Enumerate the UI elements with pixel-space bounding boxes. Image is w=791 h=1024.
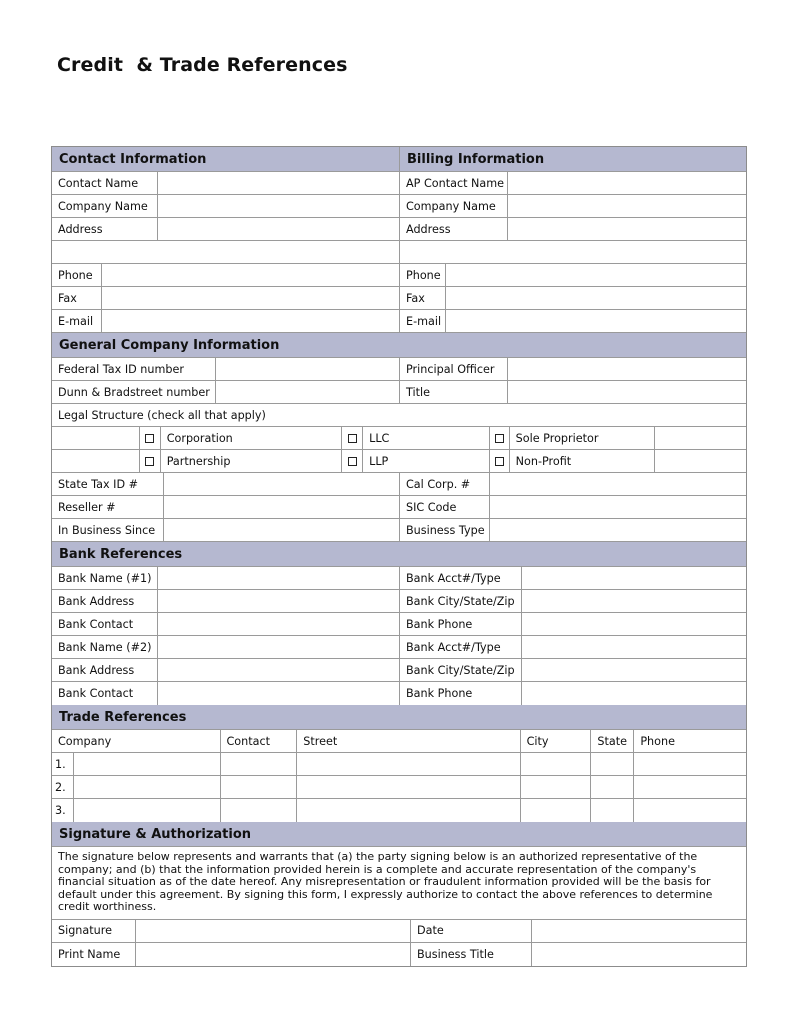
llc-checkbox[interactable]: [342, 427, 363, 449]
sic-code-input[interactable]: [490, 496, 746, 518]
bank-row: [52, 590, 746, 613]
trade-state-field[interactable]: [591, 753, 634, 775]
trade-references-header: Trade References: [59, 709, 187, 725]
bank-left-field[interactable]: [158, 567, 400, 589]
federal-tax-id-label: Federal Tax ID number: [52, 358, 216, 380]
trade-company-field[interactable]: [74, 799, 221, 822]
signature-authorization-header: Signature & Authorization: [59, 826, 252, 842]
bank-right-input[interactable]: [522, 590, 746, 612]
address-field[interactable]: [158, 218, 400, 240]
legal-spacer: [52, 450, 140, 472]
billing-email-input[interactable]: [446, 310, 746, 332]
bank-left-input[interactable]: [158, 659, 399, 681]
business-title-label: Business Title: [411, 943, 532, 966]
trade-phone-input[interactable]: [634, 776, 746, 798]
bank-left-label: Bank Contact: [52, 682, 158, 705]
bank-right-label: Bank Phone: [400, 682, 522, 705]
general-info-header: General Company Information: [59, 337, 280, 353]
billing-fax-label: Fax: [400, 287, 446, 309]
trade-company-input[interactable]: [74, 753, 220, 775]
trade-contact-field[interactable]: [221, 799, 298, 822]
legal-spacer: [655, 427, 746, 449]
business-title-field[interactable]: [532, 943, 746, 966]
bank-right-field[interactable]: [522, 590, 746, 612]
legal-structure-row: [52, 427, 746, 450]
bank-left-label: Bank Name (#1): [52, 567, 158, 589]
trade-state-input[interactable]: [591, 776, 633, 798]
sic-code-field[interactable]: [490, 496, 746, 518]
print-name-field[interactable]: [136, 943, 411, 966]
trade-contact-input[interactable]: [221, 799, 297, 822]
billing-phone-label: Phone: [400, 264, 446, 286]
trade-phone-field[interactable]: [634, 776, 746, 798]
trade-state-field[interactable]: [591, 799, 634, 822]
signature-field[interactable]: [136, 920, 411, 942]
billing-fax-input[interactable]: [446, 287, 746, 309]
bank-left-input[interactable]: [158, 590, 399, 612]
form-row: [52, 473, 746, 496]
bank-right-label: Bank Acct#/Type: [400, 636, 522, 658]
checkbox-icon[interactable]: [145, 457, 154, 466]
state-tax-id-field[interactable]: [164, 473, 400, 495]
business-title-input[interactable]: [532, 943, 746, 966]
section-header-trade: [52, 705, 746, 730]
dunn-bradstreet-label: Dunn & Bradstreet number: [52, 381, 216, 403]
trade-contact-field[interactable]: [221, 753, 298, 775]
bank-right-field[interactable]: [522, 613, 746, 635]
fax-field[interactable]: [102, 287, 400, 309]
trade-company-field[interactable]: [74, 753, 221, 775]
bank-left-input[interactable]: [158, 613, 399, 635]
authorization-text-row: [52, 847, 746, 920]
ap-contact-name-input[interactable]: [508, 172, 746, 194]
corporation-checkbox[interactable]: [140, 427, 161, 449]
phone-input[interactable]: [102, 264, 399, 286]
ap-contact-name-field[interactable]: [508, 172, 746, 194]
form-row: [52, 195, 746, 218]
bank-right-field[interactable]: [522, 659, 746, 681]
bank-left-field[interactable]: [158, 636, 400, 658]
checkbox-icon[interactable]: [348, 457, 357, 466]
contact-name-input[interactable]: [158, 172, 399, 194]
print-name-label: Print Name: [52, 943, 136, 966]
phone-field[interactable]: [102, 264, 400, 286]
trade-state-input[interactable]: [591, 753, 633, 775]
legal-structure-row: [52, 450, 746, 473]
billing-company-name-input[interactable]: [508, 195, 746, 217]
trade-phone-input[interactable]: [634, 799, 746, 822]
address-line2-input[interactable]: [52, 241, 399, 263]
bank-row: [52, 636, 746, 659]
trade-col-phone: Phone: [640, 734, 675, 748]
bank-right-label: Bank Acct#/Type: [400, 567, 522, 589]
form-row: [52, 172, 746, 195]
bank-right-input[interactable]: [522, 682, 746, 705]
address-label: Address: [52, 218, 158, 240]
checkbox-icon[interactable]: [495, 457, 504, 466]
trade-street-input[interactable]: [297, 753, 519, 775]
billing-fax-field[interactable]: [446, 287, 746, 309]
state-tax-id-input[interactable]: [164, 473, 399, 495]
sic-code-label: SIC Code: [400, 496, 490, 518]
bank-right-field[interactable]: [522, 636, 746, 658]
bank-left-input[interactable]: [158, 682, 399, 705]
trade-contact-field[interactable]: [221, 776, 298, 798]
bank-left-field[interactable]: [158, 659, 400, 681]
trade-row: [52, 799, 746, 822]
trade-col-street: Street: [297, 730, 520, 752]
date-input[interactable]: [532, 920, 746, 942]
in-business-since-input[interactable]: [164, 519, 399, 541]
in-business-since-field[interactable]: [164, 519, 400, 541]
trade-col-contact: Contact: [221, 730, 298, 752]
email-field[interactable]: [102, 310, 400, 332]
contact-name-field[interactable]: [158, 172, 400, 194]
billing-phone-field[interactable]: [446, 264, 746, 286]
non-profit-checkbox[interactable]: [490, 450, 510, 472]
form-row: [52, 218, 746, 241]
page-title: Credit & Trade References: [57, 54, 348, 76]
legal-spacer: [52, 427, 140, 449]
sole-proprietor-checkbox[interactable]: [490, 427, 510, 449]
sole-proprietor-label: Sole Proprietor: [510, 427, 656, 449]
form-row: [52, 381, 746, 404]
bank-row: [52, 567, 746, 590]
authorization-text: The signature below represents and warrants that (a) the party signing below is an authorized representative of the company; and (b) that the information provided herein is a complete and accurate representation of the company's financial situation as of the date hereof. Any misrepresentation or fraudulent information provided will be the basis for default under this agreement. By signing this form, I expressly authorize to contact the above references to determine credit worthiness.: [58, 850, 713, 914]
trade-street-input[interactable]: [297, 799, 519, 822]
trade-street-field[interactable]: [297, 799, 520, 822]
billing-address-line2-field[interactable]: [400, 241, 746, 263]
bank-right-label: Bank City/State/Zip: [400, 659, 522, 681]
phone-label: Phone: [52, 264, 102, 286]
federal-tax-id-input[interactable]: [216, 358, 399, 380]
business-type-label: Business Type: [400, 519, 490, 541]
contact-info-header: Contact Information: [52, 147, 400, 171]
credit-form: [51, 146, 747, 967]
trade-company-input[interactable]: [74, 799, 220, 822]
ap-contact-name-label: AP Contact Name: [400, 172, 508, 194]
company-name-input[interactable]: [158, 195, 399, 217]
bank-right-input[interactable]: [522, 636, 746, 658]
cal-corp-label: Cal Corp. #: [400, 473, 490, 495]
in-business-since-label: In Business Since: [52, 519, 164, 541]
bank-right-input[interactable]: [522, 659, 746, 681]
trade-row-number: 2.: [52, 776, 74, 798]
billing-email-label: E-mail: [400, 310, 446, 332]
bank-left-field[interactable]: [158, 682, 400, 705]
email-input[interactable]: [102, 310, 399, 332]
trade-street-field[interactable]: [297, 776, 520, 798]
form-row: [52, 310, 746, 333]
checkbox-icon[interactable]: [495, 434, 504, 443]
signature-input[interactable]: [136, 920, 410, 942]
llc-label: LLC: [363, 427, 490, 449]
trade-row-number: 3.: [52, 799, 74, 822]
partnership-label: Partnership: [161, 450, 342, 472]
trade-company-input[interactable]: [74, 776, 220, 798]
trade-row: [52, 753, 746, 776]
billing-info-header: Billing Information: [407, 151, 545, 167]
bank-left-field[interactable]: [158, 613, 400, 635]
reseller-input[interactable]: [164, 496, 399, 518]
dunn-bradstreet-field[interactable]: [216, 381, 400, 403]
billing-address-label: Address: [400, 218, 508, 240]
bank-left-field[interactable]: [158, 590, 400, 612]
bank-right-label: Bank Phone: [400, 613, 522, 635]
principal-officer-label: Principal Officer: [400, 358, 508, 380]
signature-label: Signature: [52, 920, 136, 942]
print-name-input[interactable]: [136, 943, 410, 966]
trade-col-city: City: [521, 730, 592, 752]
billing-company-name-field[interactable]: [508, 195, 746, 217]
llp-checkbox[interactable]: [342, 450, 363, 472]
trade-phone-input[interactable]: [634, 753, 746, 775]
trade-street-input[interactable]: [297, 776, 519, 798]
section-header-general: [52, 333, 746, 358]
title-label: Title: [400, 381, 508, 403]
trade-col-company: Company: [52, 730, 221, 752]
billing-address-input[interactable]: [508, 218, 746, 240]
non-profit-label: Non-Profit: [510, 450, 656, 472]
form-row: [52, 519, 746, 542]
reseller-field[interactable]: [164, 496, 400, 518]
principal-officer-field[interactable]: [508, 358, 746, 380]
bank-row: [52, 613, 746, 636]
form-row: [52, 404, 746, 427]
date-label: Date: [411, 920, 532, 942]
trade-row-number: 1.: [52, 753, 74, 775]
trade-col-state: State: [591, 730, 634, 752]
company-name-field[interactable]: [158, 195, 400, 217]
title-input[interactable]: [508, 381, 746, 403]
bank-left-label: Bank Contact: [52, 613, 158, 635]
bank-right-field[interactable]: [522, 682, 746, 705]
billing-email-field[interactable]: [446, 310, 746, 332]
bank-right-input[interactable]: [522, 567, 746, 589]
federal-tax-id-field[interactable]: [216, 358, 400, 380]
date-field[interactable]: [532, 920, 746, 942]
trade-city-input[interactable]: [521, 753, 591, 775]
billing-company-name-label: Company Name: [400, 195, 508, 217]
address-line2-field[interactable]: [52, 241, 400, 263]
billing-address-field[interactable]: [508, 218, 746, 240]
cal-corp-field[interactable]: [490, 473, 746, 495]
bank-right-field[interactable]: [522, 567, 746, 589]
email-label: E-mail: [52, 310, 102, 332]
trade-city-field[interactable]: [521, 799, 592, 822]
form-row: [52, 920, 746, 943]
reseller-label: Reseller #: [52, 496, 164, 518]
section-header-bank: [52, 542, 746, 567]
title-field[interactable]: [508, 381, 746, 403]
legal-spacer: [655, 450, 746, 472]
bank-left-label: Bank Name (#2): [52, 636, 158, 658]
checkbox-icon[interactable]: [348, 434, 357, 443]
form-row: [52, 496, 746, 519]
trade-city-input[interactable]: [521, 776, 591, 798]
trade-city-input[interactable]: [521, 799, 591, 822]
llp-label: LLP: [363, 450, 490, 472]
trade-city-field[interactable]: [521, 776, 592, 798]
fax-label: Fax: [52, 287, 102, 309]
form-row: [52, 287, 746, 310]
trade-company-field[interactable]: [74, 776, 221, 798]
fax-input[interactable]: [102, 287, 399, 309]
trade-column-headers: [52, 730, 746, 753]
company-name-label: Company Name: [52, 195, 158, 217]
principal-officer-input[interactable]: [508, 358, 746, 380]
state-tax-id-label: State Tax ID #: [52, 473, 164, 495]
bank-left-label: Bank Address: [52, 659, 158, 681]
form-row: [52, 943, 746, 966]
trade-state-field[interactable]: [591, 776, 634, 798]
business-type-field[interactable]: [490, 519, 746, 541]
cal-corp-input[interactable]: [490, 473, 746, 495]
form-row: [52, 264, 746, 287]
trade-phone-field[interactable]: [634, 753, 746, 775]
trade-phone-field[interactable]: [634, 799, 746, 822]
partnership-checkbox[interactable]: [140, 450, 161, 472]
bank-right-input[interactable]: [522, 613, 746, 635]
bank-row: [52, 659, 746, 682]
trade-contact-input[interactable]: [221, 776, 297, 798]
corporation-label: Corporation: [161, 427, 342, 449]
billing-phone-input[interactable]: [446, 264, 746, 286]
trade-row: [52, 776, 746, 799]
trade-contact-input[interactable]: [221, 753, 297, 775]
dunn-bradstreet-input[interactable]: [216, 381, 399, 403]
contact-name-label: Contact Name: [52, 172, 158, 194]
legal-structure-label: Legal Structure (check all that apply): [58, 408, 266, 422]
bank-row: [52, 682, 746, 705]
bank-left-input[interactable]: [158, 636, 399, 658]
trade-state-input[interactable]: [591, 799, 633, 822]
section-header-contact-billing: [52, 147, 746, 172]
bank-left-input[interactable]: [158, 567, 399, 589]
bank-left-label: Bank Address: [52, 590, 158, 612]
bank-right-label: Bank City/State/Zip: [400, 590, 522, 612]
form-row: [52, 358, 746, 381]
trade-city-field[interactable]: [521, 753, 592, 775]
business-type-input[interactable]: [490, 519, 746, 541]
address-input[interactable]: [158, 218, 399, 240]
trade-street-field[interactable]: [297, 753, 520, 775]
section-header-signature: [52, 822, 746, 847]
bank-references-header: Bank References: [59, 546, 183, 562]
form-row: [52, 241, 746, 264]
billing-address-line2-input[interactable]: [400, 241, 746, 263]
checkbox-icon[interactable]: [145, 434, 154, 443]
